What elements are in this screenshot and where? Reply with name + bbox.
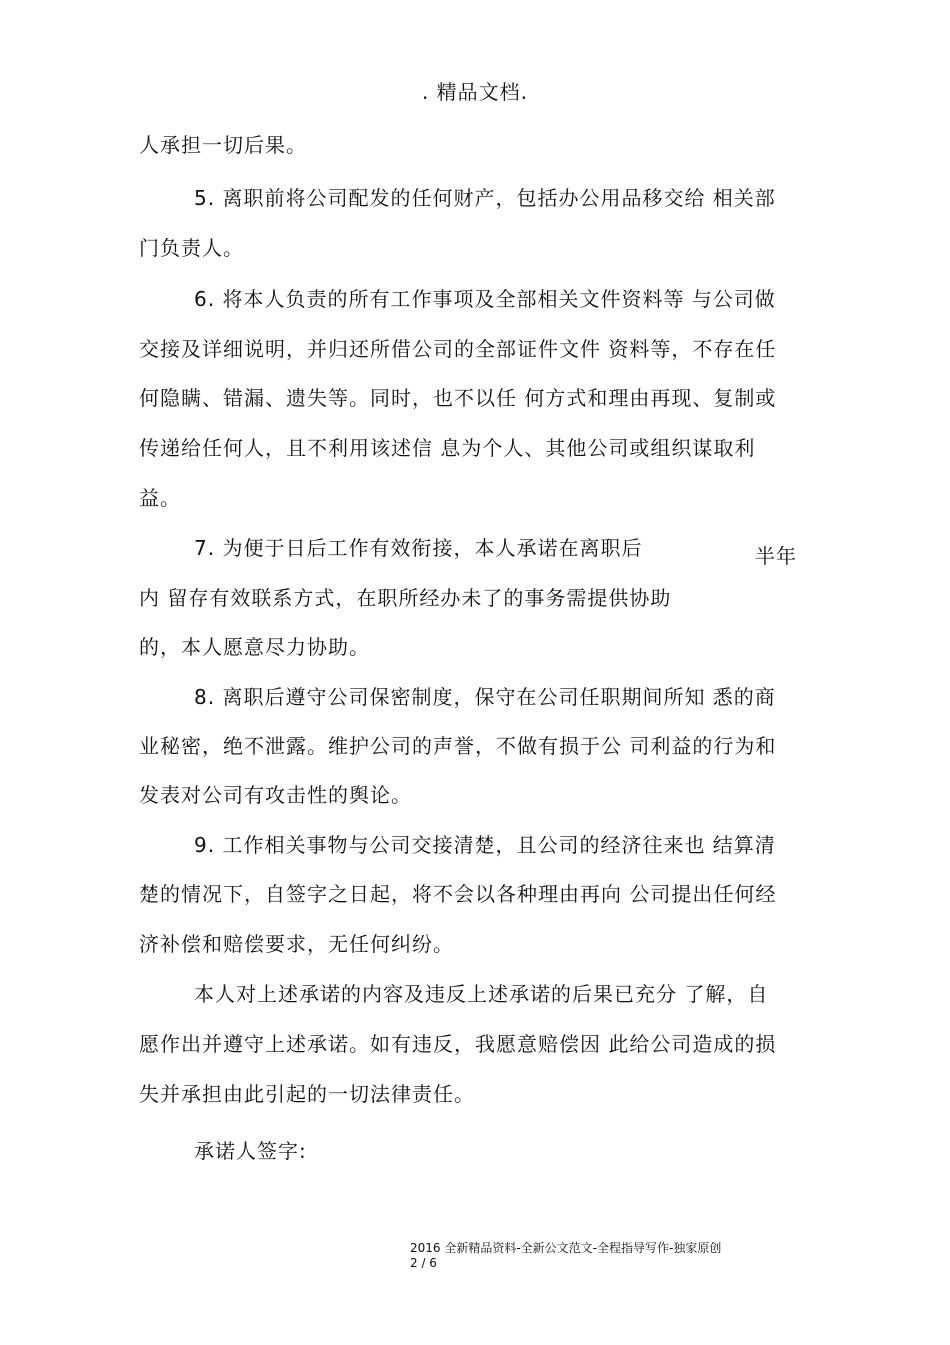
paragraph-line: 门负责人。 bbox=[139, 236, 244, 260]
paragraph-line: 济补偿和赔偿要求，无任何纠纷。 bbox=[139, 932, 454, 956]
paragraph-line: 的，本人愿意尽力协助。 bbox=[139, 635, 370, 659]
paragraph-line: 内 留存有效联系方式，在职所经办未了的事务需提供协助 bbox=[139, 586, 672, 610]
paragraph-line: 传递给任何人，且不利用该述信 息为个人、其他公司或组织谋取利 bbox=[139, 436, 756, 460]
paragraph-line: 何隐瞒、错漏、遗失等。同时，也不以任 何方式和理由再现、复制或 bbox=[139, 386, 777, 410]
paragraph-line: 9. 工作相关事物与公司交接清楚，且公司的经济往来也 结算清 bbox=[194, 833, 776, 857]
paragraph-line: 本人对上述承诺的内容及违反上述承诺的后果已充分 了解，自 bbox=[194, 982, 769, 1006]
paragraph-line: 8. 离职后遵守公司保密制度，保守在公司任职期间所知 悉的商 bbox=[194, 685, 776, 709]
paragraph-line: 承诺人签字: bbox=[194, 1139, 307, 1163]
paragraph-line: 业秘密，绝不泄露。维护公司的声誉，不做有损于公 司利益的行为和 bbox=[139, 734, 777, 758]
paragraph-line: 愿作出并遵守上述承诺。如有违反，我愿意赔偿因 此给公司造成的损 bbox=[139, 1032, 777, 1056]
paragraph-line: 半年 bbox=[755, 544, 797, 568]
paragraph-line: 益。 bbox=[139, 486, 181, 510]
paragraph-line: 5. 离职前将公司配发的任何财产，包括办公用品移交给 相关部 bbox=[194, 186, 776, 210]
paragraph-line: 6. 将本人负责的所有工作事项及全部相关文件资料等 与公司做 bbox=[194, 287, 776, 311]
document-header: . 精品文档. bbox=[421, 80, 529, 104]
footer-note: 2016 全新精品资料-全新公文范文-全程指导写作-独家原创 bbox=[410, 1241, 722, 1255]
paragraph-line: 交接及详细说明，并归还所借公司的全部证件文件 资料等，不存在任 bbox=[139, 337, 777, 361]
paragraph-line: 发表对公司有攻击性的舆论。 bbox=[139, 783, 412, 807]
paragraph-line: 人承担一切后果。 bbox=[139, 133, 307, 157]
paragraph-line: 7. 为便于日后工作有效衔接，本人承诺在离职后 bbox=[194, 536, 643, 560]
page-number: 2 / 6 bbox=[410, 1256, 437, 1270]
paragraph-line: 失并承担由此引起的一切法律责任。 bbox=[139, 1082, 475, 1106]
paragraph-line: 楚的情况下，自签字之日起，将不会以各种理由再向 公司提出任何经 bbox=[139, 882, 777, 906]
